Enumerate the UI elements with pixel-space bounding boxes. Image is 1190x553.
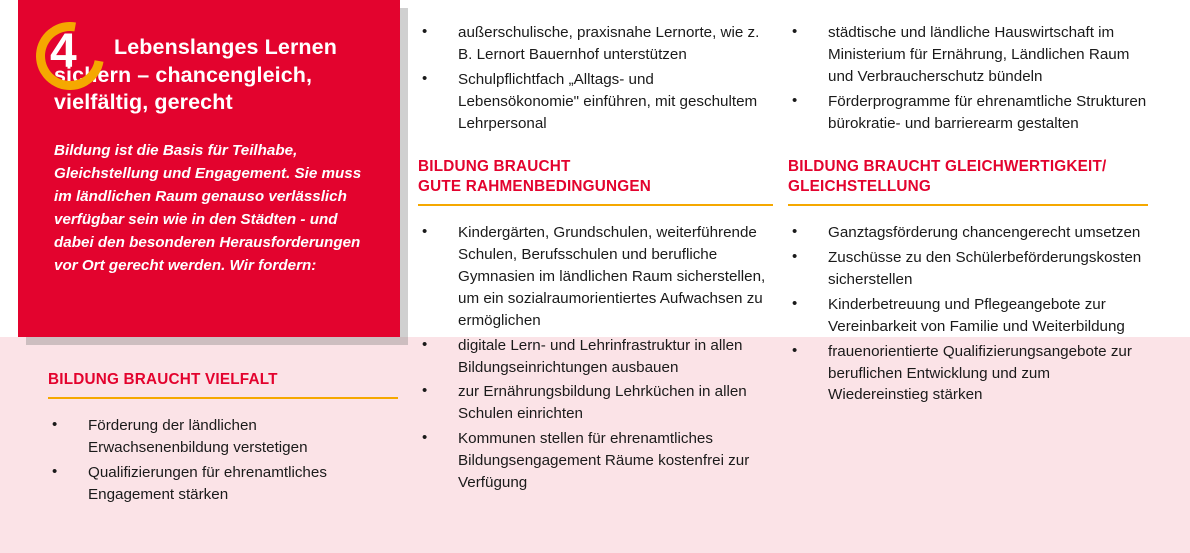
- list-vielfalt: [48, 415, 398, 506]
- list-item: • digitale Lern- und Lehrinfrastruktur in allen Bildungseinrichtungen ausbauen: [418, 335, 773, 379]
- list-item: • frauenorientierte Qualifizierungsangebote zur beruflichen Entwicklung und zum Wiedereinstieg stärken: [788, 341, 1148, 407]
- spacer: [788, 137, 1148, 157]
- section-number: 4: [50, 25, 76, 78]
- list-rahmenbedingungen: [418, 222, 773, 494]
- column-middle: [418, 22, 773, 497]
- list-item: • Qualifizierungen für ehrenamtliches Engagement stärken: [48, 462, 398, 506]
- section-heading-line1: BILDUNG BRAUCHT GLEICHWERTIGKEIT/: [788, 158, 1107, 176]
- page-title-line1: Lebenslanges Lernen: [114, 35, 337, 59]
- section-heading-line2: GLEICHSTELLUNG: [788, 178, 932, 196]
- column-left: [48, 370, 398, 508]
- spacer: [418, 137, 773, 157]
- hero-panel: [18, 0, 400, 337]
- section-heading-line1: BILDUNG BRAUCHT: [418, 158, 571, 176]
- section-heading-gleichwertigkeit: [788, 157, 1148, 197]
- list-item: • städtische und ländliche Hauswirtschaft im Ministerium für Ernährung, Ländlichen Raum und Verbraucherschutz bündeln: [788, 22, 1148, 88]
- list-item: • Förderprogramme für ehrenamtliche Strukturen bürokratie- und barrierearm gestalten: [788, 91, 1148, 135]
- divider: [418, 204, 773, 206]
- column-right: [788, 22, 1148, 409]
- section-heading-vielfalt: BILDUNG BRAUCHT VIELFALT: [48, 371, 278, 388]
- page-title-line3: vielfältig, gerecht: [54, 90, 233, 115]
- list-item: • Förderung der ländlichen Erwachsenenbildung verstetigen: [48, 415, 398, 459]
- divider: [788, 204, 1148, 206]
- section-number-badge: [36, 22, 114, 100]
- divider: [48, 397, 398, 399]
- list-middle-top: [418, 22, 773, 134]
- list-item: • außerschulische, praxisnahe Lernorte, wie z. B. Lernort Bauernhof unterstützen: [418, 22, 773, 66]
- hero-lead-text: Bildung ist die Basis für Teilhabe, Gleichstellung und Engagement. Sie muss im ländlichen Raum genauso verlässlich verfügbar sein wie in den Städten - und dabei den besonderen Herausforderungen vor Ort gerecht werden. Wir fordern:: [54, 141, 362, 275]
- list-item: • Zuschüsse zu den Schülerbeförderungskosten sicherstellen: [788, 247, 1148, 291]
- section-heading-rahmenbedingungen: [418, 157, 773, 197]
- list-item: • Ganztagsförderung chancengerecht umsetzen: [788, 222, 1148, 244]
- list-gleichwertigkeit: [788, 222, 1148, 406]
- page-title-line2: sichern – chancengleich,: [54, 62, 313, 87]
- list-item: • Kommunen stellen für ehrenamtliches Bildungsengagement Räume kostenfrei zur Verfügung: [418, 428, 773, 494]
- list-item: • Kindergärten, Grundschulen, weiterführende Schulen, Berufsschulen und berufliche Gymnasien im ländlichen Raum sicherstellen, um ein sozialraumorientiertes Aufwachsen zu ermöglichen: [418, 222, 773, 331]
- list-item: • zur Ernährungsbildung Lehrküchen in allen Schulen einrichten: [418, 381, 773, 425]
- section-heading-line2: GUTE RAHMENBEDINGUNGEN: [418, 178, 652, 196]
- list-item: • Kinderbetreuung und Pflegeangebote zur Vereinbarkeit von Familie und Weiterbildung: [788, 294, 1148, 338]
- list-item: • Schulpflichtfach „Alltags- und Lebensökonomie" einführen, mit geschultem Lehrpersonal: [418, 69, 773, 135]
- list-right-top: [788, 22, 1148, 134]
